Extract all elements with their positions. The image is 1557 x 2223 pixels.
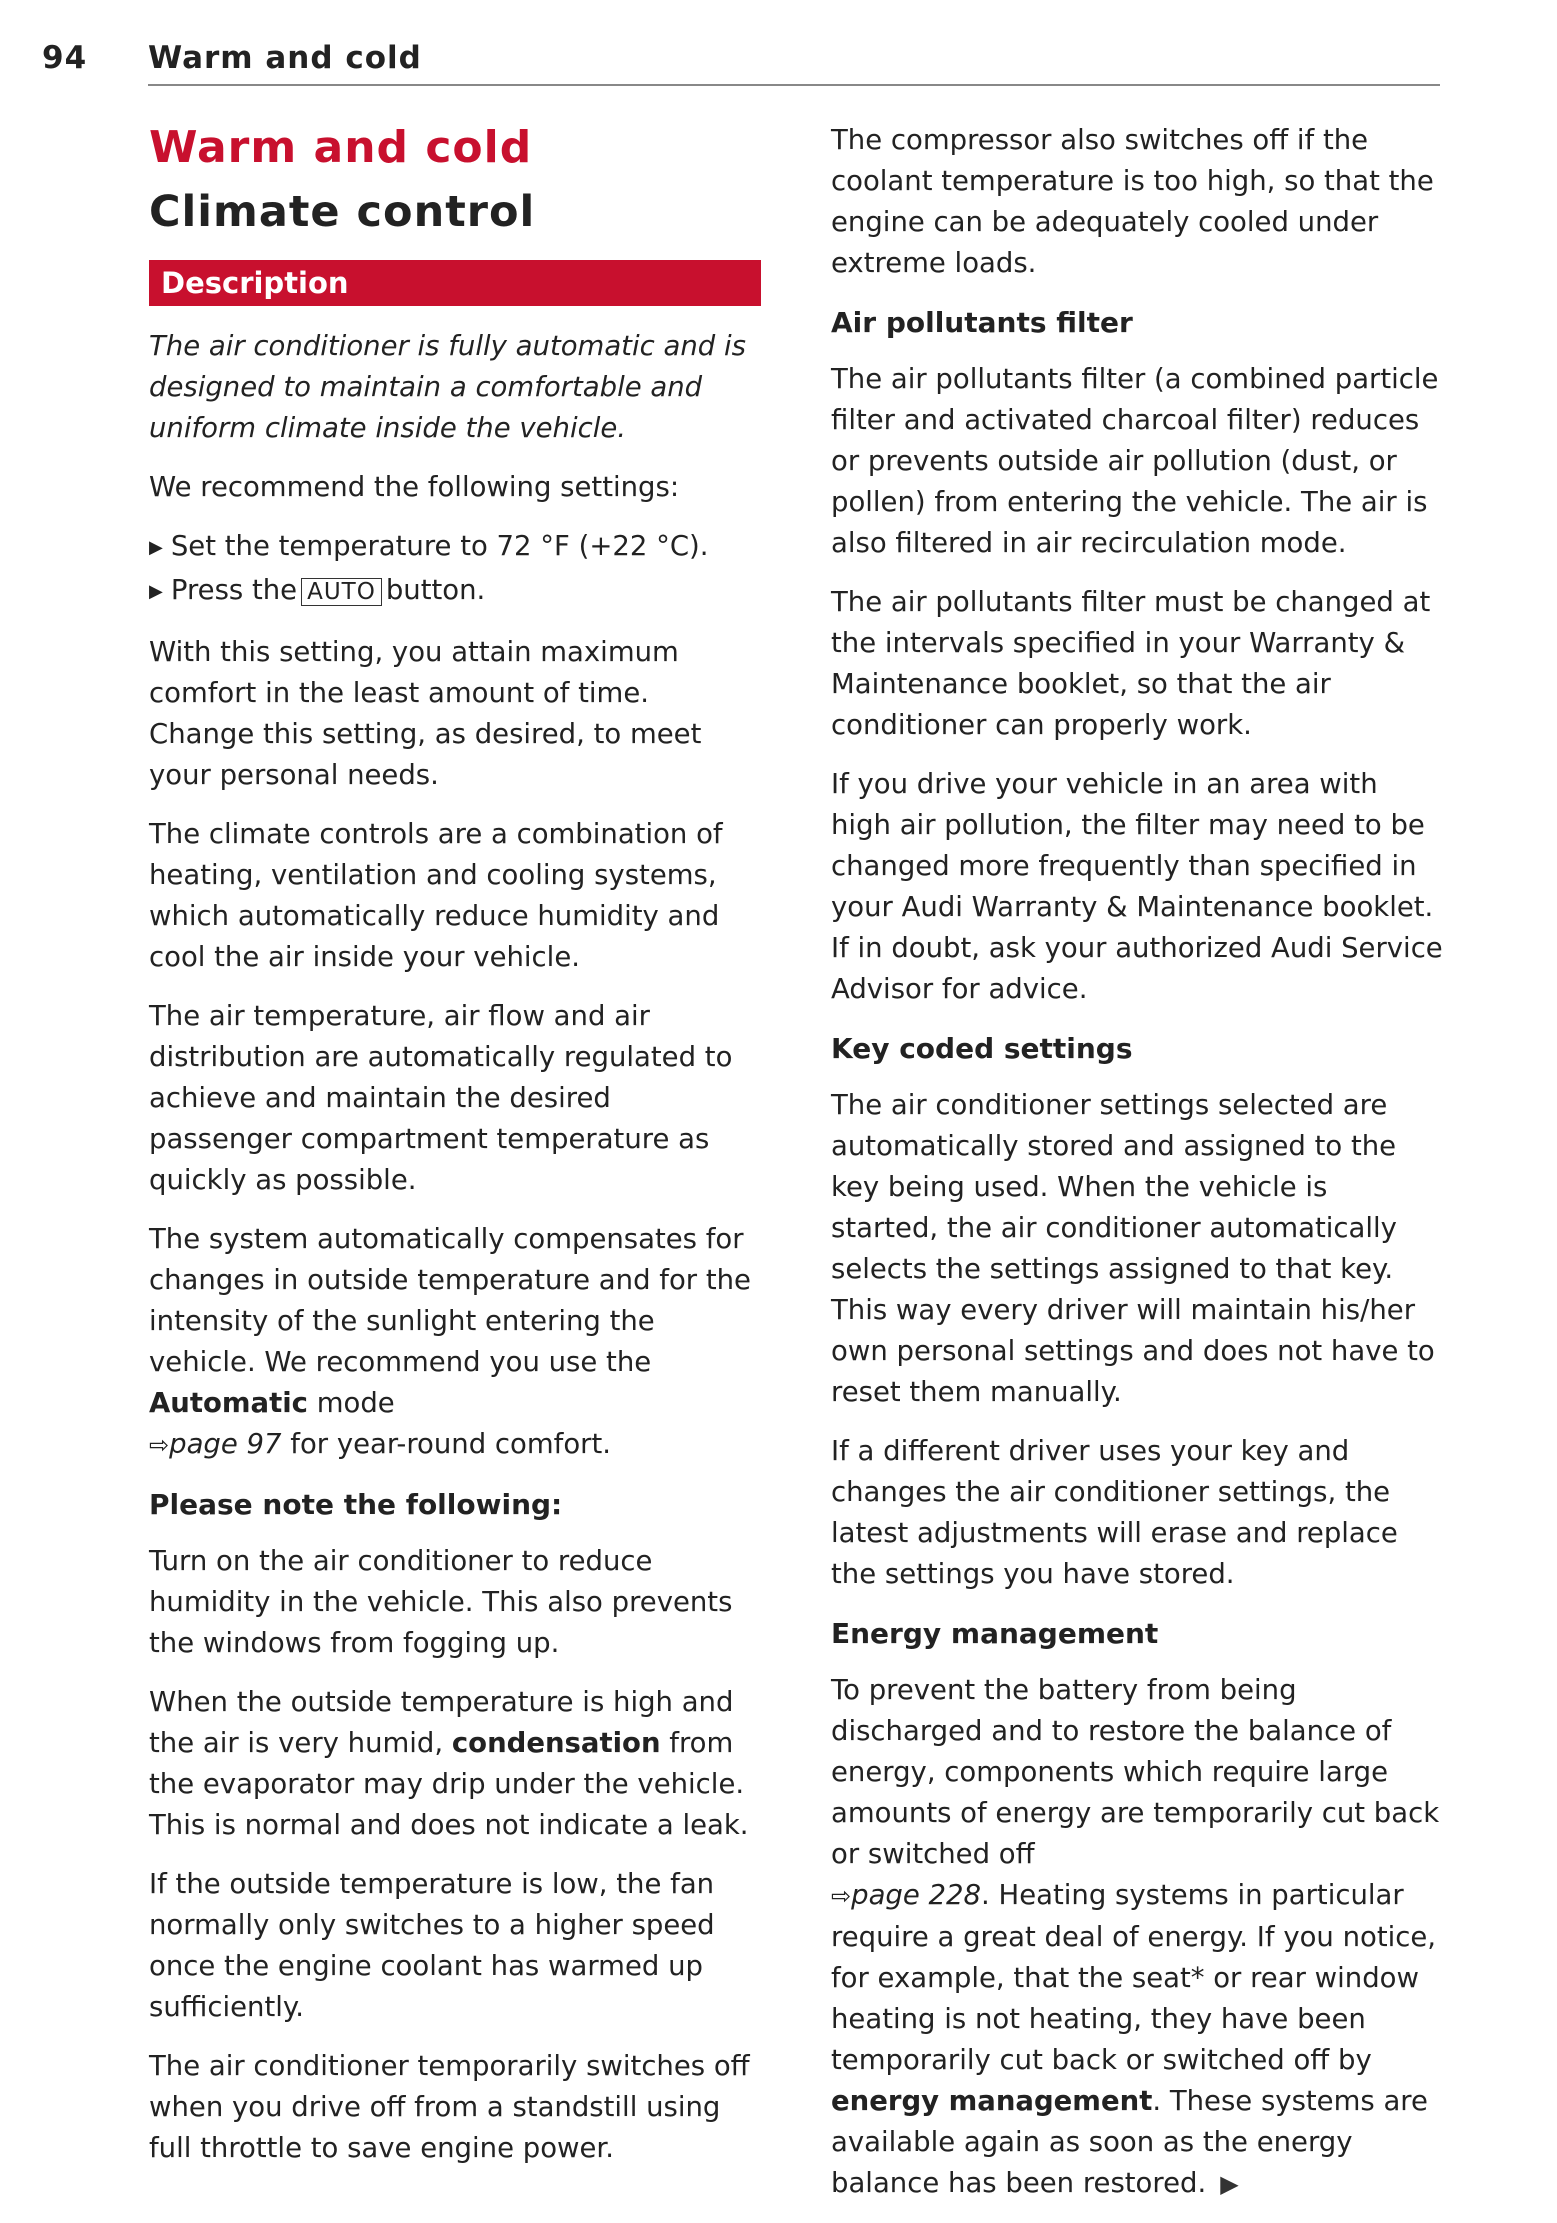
condensation-post: from the evaporator may drip under the vehicle. This is normal and does not indicate a leak. xyxy=(149,1727,749,1841)
heading-air-filter: Air pollutants filter xyxy=(831,306,1133,339)
paragraph-fan: If the outside temperature is low, the fan normally only switches to a higher speed once the engine coolant has warmed up sufficiently. xyxy=(149,1868,715,2023)
bullet-auto xyxy=(149,570,761,614)
triangle-bullet-icon: ▶ xyxy=(149,581,163,602)
paragraph-condensation xyxy=(149,1682,761,1846)
automatic-term: Automatic xyxy=(149,1387,308,1419)
intro-paragraph: The air conditioner is fully automatic and is designed to maintain a comfortable and uniform climate inside the vehicle. xyxy=(149,330,746,444)
reference-arrow-icon: ⇨ xyxy=(831,1882,852,1910)
left-column xyxy=(149,120,761,2187)
paragraph-controls: The climate controls are a combination of heating, ventilation and cooling systems, which automatically reduce humidity and cool the air inside your vehicle. xyxy=(149,818,723,973)
header-rule xyxy=(148,84,1440,86)
energy-pre: To prevent the battery from being discharged and to restore the balance of energy, components which require large amounts of energy are temporarily cut back or switched off xyxy=(831,1674,1440,1870)
energy-management-term: energy management xyxy=(831,2085,1153,2117)
section-title: Climate control xyxy=(149,187,536,237)
triangle-bullet-icon: ▶ xyxy=(149,537,163,558)
condensation-term: condensation xyxy=(451,1727,661,1759)
paragraph-throttle: The air conditioner temporarily switches off when you drive off from a standstill using full throttle to save engine power. xyxy=(149,2050,750,2164)
energy-post: . These systems are available again as soon as the energy balance has been restored. xyxy=(831,2085,1428,2199)
running-title: Warm and cold xyxy=(148,40,422,76)
mode-text: mode xyxy=(316,1387,395,1419)
page-97-link[interactable]: page 97 xyxy=(169,1428,282,1460)
paragraph-energy xyxy=(831,1670,1443,2205)
paragraph-key-driver: If a different driver uses your key and changes the air conditioner settings, the latest adjustments will erase and replace the settings you have stored. xyxy=(831,1435,1398,1590)
description-label: Description xyxy=(149,260,761,306)
bullet-temperature xyxy=(149,526,761,570)
energy-mid: . Heating systems in particular require a great deal of energy. If you notice, for example, that the seat* or rear window heating is not heating, they have been temporarily cut back or switched off by xyxy=(831,1879,1437,2076)
paragraph-filter-description: The air pollutants filter (a combined particle filter and activated charcoal filter) reduces or prevents outside air pollution (dust, or pollen) from entering the vehicle. The air is also filtered in air recirculation mode. xyxy=(831,363,1439,559)
page-228-link[interactable]: page 228 xyxy=(851,1879,982,1911)
note-heading: Please note the following: xyxy=(149,1488,563,1521)
paragraph-key-stored: The air conditioner settings selected are automatically stored and assigned to the key being used. When the vehicle is started, the air conditioner automatically selects the settings assigned to that key. This way every driver will maintain his/her own personal settings and does not have to reset them manually. xyxy=(831,1089,1435,1408)
paragraph-filter-change: The air pollutants filter must be changed at the intervals specified in your Warranty & Maintenance booklet, so that the air conditioner can properly work. xyxy=(831,586,1431,741)
bullet-temperature-text: Set the temperature to 72 °F (+22 °C). xyxy=(170,530,709,562)
recommend-paragraph: We recommend the following settings: xyxy=(149,471,680,503)
paragraph-humidity: Turn on the air conditioner to reduce humidity in the vehicle. This also prevents the windows from fogging up. xyxy=(149,1545,733,1659)
paragraph-comfort: With this setting, you attain maximum comfort in the least amount of time. Change this setting, as desired, to meet your personal needs. xyxy=(149,636,702,791)
compensation-end: for year-round comfort. xyxy=(290,1428,612,1460)
continue-arrow-icon: ▶ xyxy=(1220,2170,1239,2198)
chapter-title: Warm and cold xyxy=(149,122,533,173)
paragraph-compensation xyxy=(149,1219,761,1466)
heading-key-coded: Key coded settings xyxy=(831,1032,1133,1065)
heading-energy: Energy management xyxy=(831,1617,1159,1650)
condensation-pre: When the outside temperature is high and the air is very humid, xyxy=(149,1686,734,1759)
paragraph-filter-pollution: If you drive your vehicle in an area with high air pollution, the filter may need to be changed more frequently than specified in your Audi Warranty & Maintenance booklet. If in doubt, ask your authorized Audi Service Advisor for advice. xyxy=(831,768,1443,1005)
compensation-text: The system automatically compensates for changes in outside temperature and for the intensity of the sunlight entering the vehicle. We recommend you use the xyxy=(149,1223,751,1378)
right-column xyxy=(831,120,1443,2223)
paragraph-compressor: The compressor also switches off if the coolant temperature is too high, so that the engine can be adequately cooled under extreme loads. xyxy=(831,124,1434,279)
bullet-auto-pre: Press the xyxy=(170,574,298,606)
reference-arrow-icon: ⇨ xyxy=(149,1431,170,1459)
bullet-auto-post: button. xyxy=(385,574,486,606)
page-number: 94 xyxy=(42,40,88,76)
auto-key: AUTO xyxy=(301,578,382,606)
paragraph-regulation: The air temperature, air flow and air distribution are automatically regulated to achieve and maintain the desired passenger compartment temperature as quickly as possible. xyxy=(149,1000,733,1196)
